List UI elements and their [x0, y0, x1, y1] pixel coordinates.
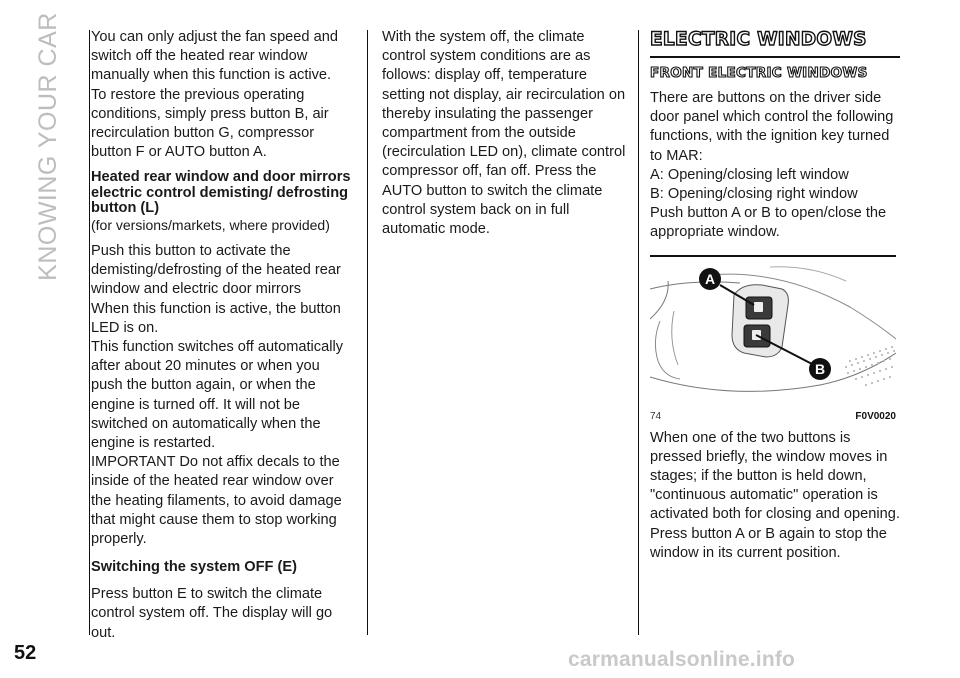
section-heading-electric-windows: ELECTRIC WINDOWS — [650, 30, 900, 58]
paragraph: When this function is active, the button LED is on. — [91, 300, 341, 336]
paragraph: Push this button to activate the demisting/defrosting of the heated rear window and electric door mirrors — [91, 242, 341, 298]
column-1 — [91, 28, 355, 643]
paragraph: You can only adjust the fan speed and switch off the heated rear window manually when this function is active. — [91, 29, 338, 84]
heading-switching-off: Switching the system OFF (E) — [91, 559, 297, 576]
column-divider-left — [89, 30, 90, 635]
figure-page-ref: 74 — [650, 410, 662, 422]
column-divider-right — [638, 30, 639, 635]
list-item: B: Opening/closing right window — [650, 186, 858, 203]
paragraph: To restore the previous operating conditions, simply press button B, air recirculation button G, compressor button F or AUTO button A. — [91, 86, 329, 161]
paragraph: With the system off, the climate control system conditions are as follows: display off, temperature setting not display, air recirculation on thereby insulating the passenger compartment from the outside (recirculation LED on), climate control compressor off, fan off. Press the AUTO button to switch the climate control system back on in full automatic mode. — [382, 29, 626, 238]
list-item: A: Opening/closing left window — [650, 166, 849, 183]
column-3 — [650, 30, 900, 563]
paragraph: Push button A or B to open/close the appropriate window. — [650, 205, 887, 241]
callout-b-label: B — [814, 360, 826, 377]
paragraph: Press button E to switch the climate control system off. The display will go out. — [91, 586, 333, 641]
column-2 — [382, 28, 628, 239]
heading-heated-rear-window: Heated rear window and door mirrors electric control demisting/ defrosting button (L) — [91, 169, 351, 217]
section-side-tab-label: KNOWING YOUR CAR — [33, 11, 62, 281]
door-panel-illustration — [650, 261, 896, 403]
paragraph: There are buttons on the driver side door panel which control the following functions, with the ignition key turned to MAR: — [650, 90, 894, 164]
page-number: 52 — [14, 642, 37, 664]
subsection-heading-front-electric-windows: FRONT ELECTRIC WINDOWS — [650, 65, 868, 81]
important-note: IMPORTANT Do not affix decals to the inside of the heated rear window over the heating filaments, to avoid damage that might cause them to stop working properly. — [91, 454, 342, 547]
watermark: carmanualsonline.info — [568, 648, 796, 671]
section-side-tab — [18, 11, 78, 281]
window-switch-figure — [650, 255, 896, 427]
paragraph: When one of the two buttons is pressed briefly, the window moves in stages; if the button is held down, "continuous automatic" operation is activated both for closing and opening. Press button A or B again to stop the window in its current position. — [650, 429, 900, 561]
callout-a-label: A — [704, 270, 716, 287]
paragraph: This function switches off automatically after about 20 minutes or when you push the button again, or when the engine is turned off. It will not be switched on automatically when the engine is restarted. — [91, 338, 343, 451]
figure-code: F0V0020 — [855, 410, 896, 422]
availability-note: (for versions/markets, where provided) — [91, 216, 330, 233]
column-divider-middle — [367, 30, 368, 635]
